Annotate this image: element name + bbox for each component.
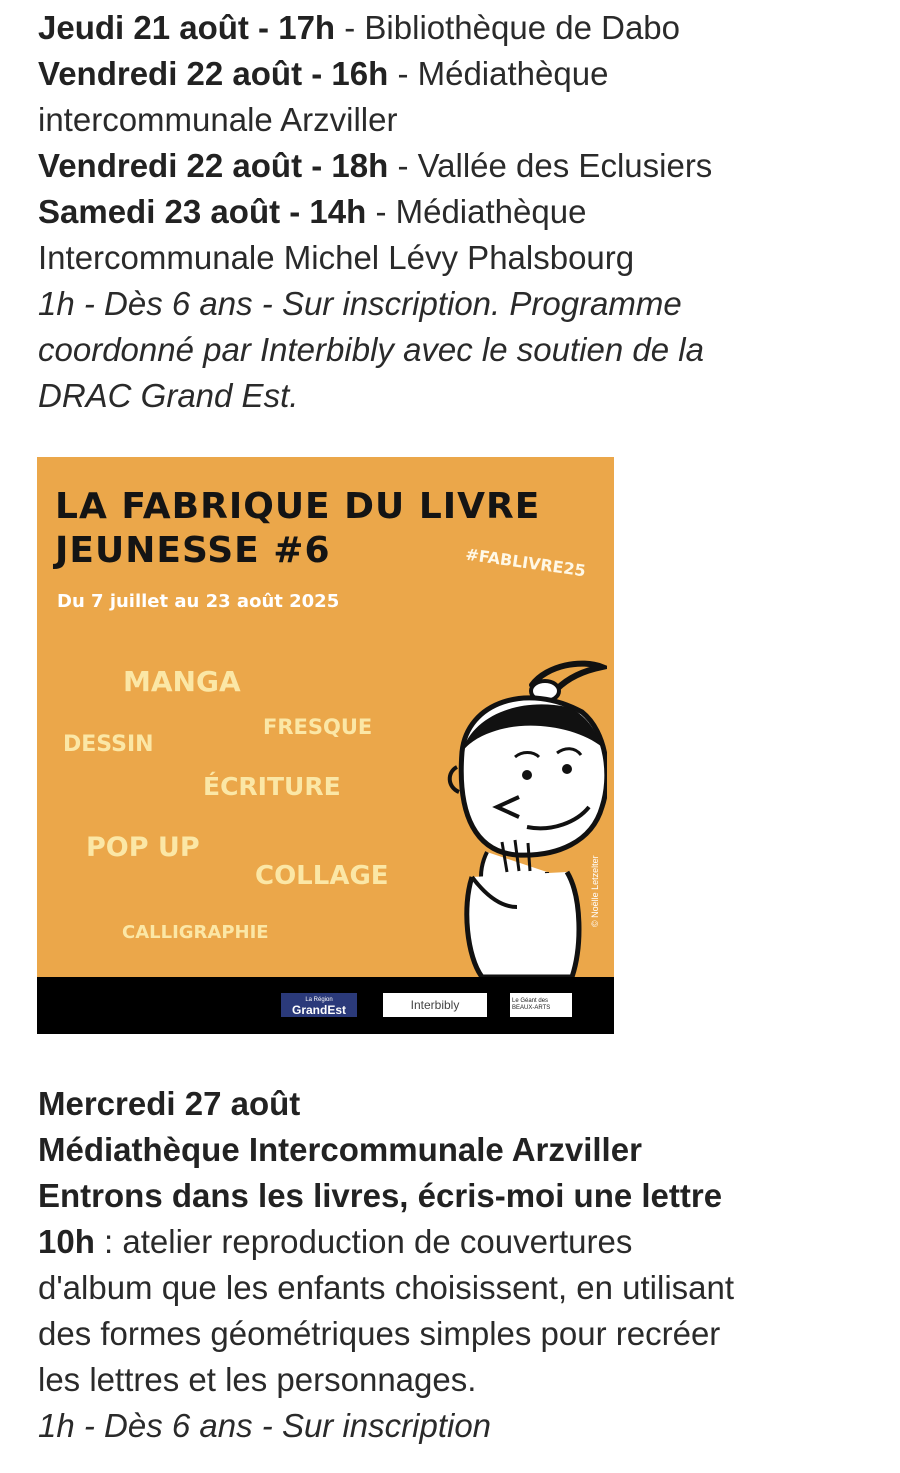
event-date: Vendredi 22 août - 18h <box>38 147 389 184</box>
grandest-logo-small: La Région <box>305 997 333 1003</box>
poster-dates: Du 7 juillet au 23 août 2025 <box>57 591 340 612</box>
beauxarts-logo: Le Géant des BEAUX-ARTS <box>510 993 572 1017</box>
event-date: Jeudi 21 août - 17h <box>38 9 336 46</box>
event-date-heading: Mercredi 27 août <box>38 1085 301 1122</box>
event-place: - Médiathèque <box>366 193 587 230</box>
event-line-2 <box>38 51 868 97</box>
event-note: 1h - Dès 6 ans - Sur inscription <box>38 1407 492 1444</box>
event-description-line-4: les lettres et les personnages. <box>38 1361 477 1398</box>
event-place: - Bibliothèque de Dabo <box>335 9 680 46</box>
grandest-logo-text: GrandEst <box>291 1003 346 1017</box>
event-detail <box>38 1081 868 1449</box>
poster-word-calligraphie: CALLIGRAPHIE <box>122 922 269 943</box>
event-line-6 <box>38 235 868 281</box>
illustration-credit: © Noëlle Letzelter <box>590 855 600 927</box>
event-line-3 <box>38 97 868 143</box>
poster-word-popup: POP UP <box>86 832 200 863</box>
poster-word-ecriture: ÉCRITURE <box>203 772 341 801</box>
poster-title-line-2: JEUNESSE #6 <box>55 530 331 571</box>
event-note-line-3: DRAC Grand Est. <box>38 377 299 414</box>
poster-hashtag: #FABLIVRE25 <box>464 544 587 581</box>
poster-word-collage: COLLAGE <box>255 861 389 891</box>
event-title: Entrons dans les livres, écris-moi une lettre <box>38 1177 723 1214</box>
event-line-5 <box>38 189 868 235</box>
event-place: intercommunale Arzviller <box>38 101 398 138</box>
character-illustration <box>407 657 607 977</box>
poster-word-manga: MANGA <box>123 665 241 698</box>
poster-word-fresque: FRESQUE <box>263 715 373 739</box>
event-poster-image[interactable] <box>37 457 614 1034</box>
event-place: - Médiathèque <box>388 55 609 92</box>
event-place: - Vallée des Eclusiers <box>388 147 713 184</box>
event-note-line-1: 1h - Dès 6 ans - Sur inscription. Programme <box>38 285 682 322</box>
event-line-1 <box>38 5 868 51</box>
event-description-line-2: d'album que les enfants choisissent, en utilisant <box>38 1269 735 1306</box>
event-note-line-2: coordonné par Interbibly avec le soutien de la <box>38 331 704 368</box>
event-description-line-1 <box>38 1219 868 1265</box>
event-date: Samedi 23 août - 14h <box>38 193 367 230</box>
event-place: Intercommunale Michel Lévy Phalsbourg <box>38 239 635 276</box>
poster-footer <box>37 977 614 1034</box>
interbibly-logo: Interbibly <box>383 993 487 1017</box>
grandest-logo <box>281 993 357 1017</box>
event-line-4 <box>38 143 868 189</box>
event-place-heading: Médiathèque Intercommunale Arzviller <box>38 1131 642 1168</box>
event-description-text: : atelier reproduction de couvertures <box>94 1223 633 1260</box>
event-description-line-3: des formes géométriques simples pour recréer <box>38 1315 721 1352</box>
poster-title-line-1: LA FABRIQUE DU LIVRE <box>55 486 541 527</box>
event-date: Vendredi 22 août - 16h <box>38 55 389 92</box>
event-list <box>38 5 868 419</box>
poster-word-dessin: DESSIN <box>63 732 154 757</box>
event-time: 10h <box>38 1223 95 1260</box>
